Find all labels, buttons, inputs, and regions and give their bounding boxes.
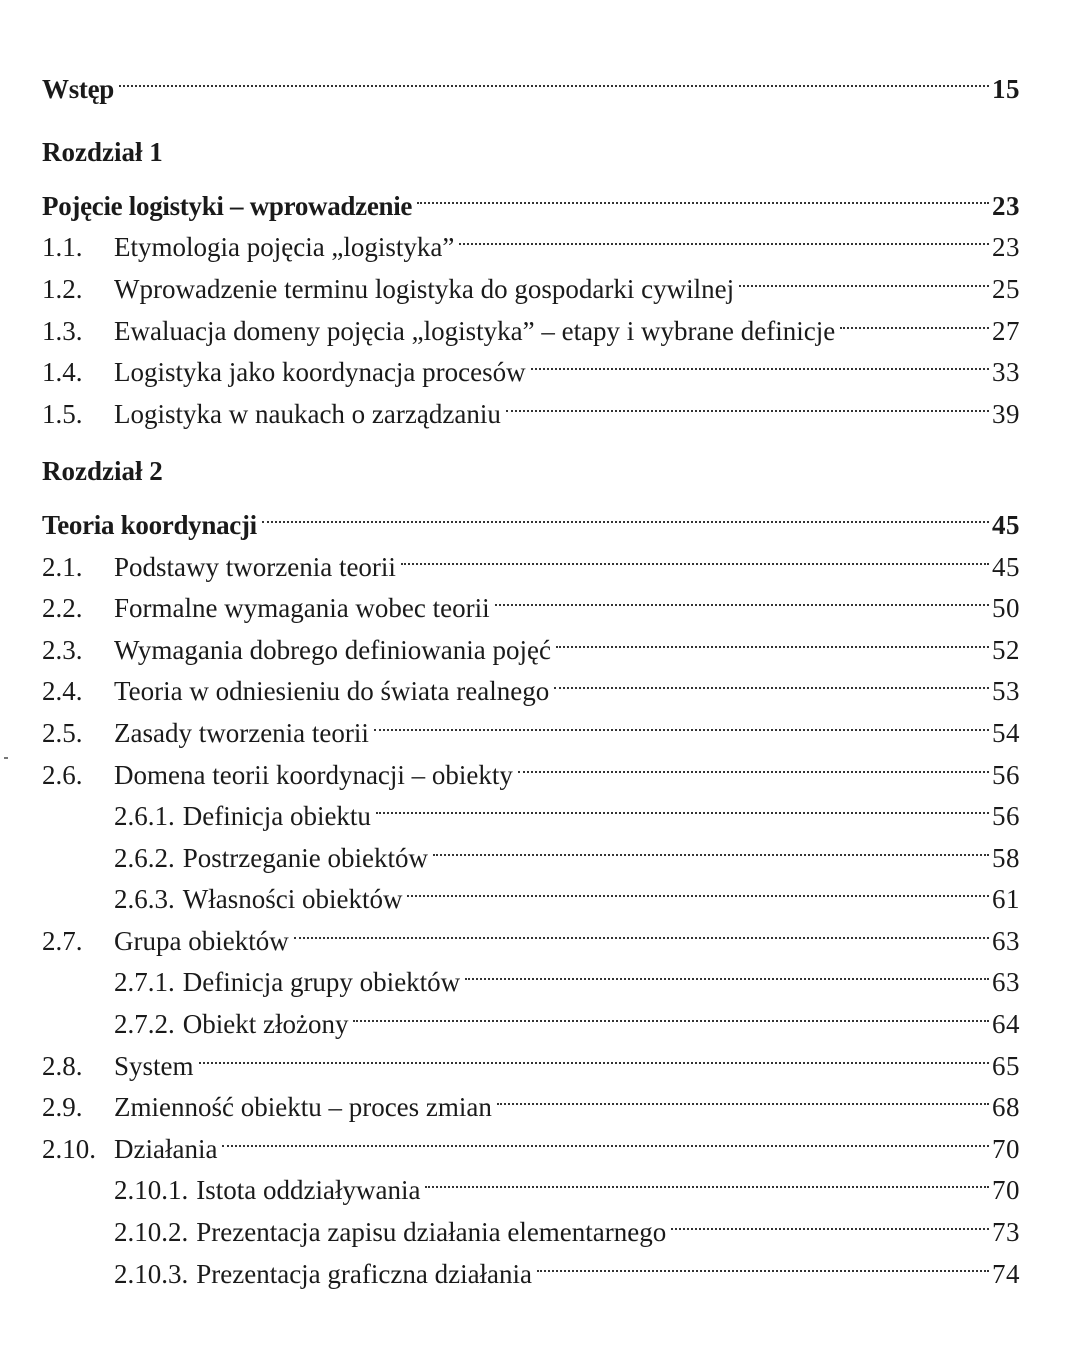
entry-title: Obiekt złożony: [182, 1009, 349, 1040]
entry-number: 2.10.: [42, 1133, 96, 1164]
entry-page: 73: [992, 1217, 1020, 1248]
leader-dots: [840, 298, 989, 340]
leader-dots: [294, 908, 989, 950]
leader-dots: [506, 381, 989, 423]
entry-page: 52: [992, 634, 1020, 665]
entry-page: 70: [992, 1133, 1020, 1164]
entry-number: 1.3.: [42, 315, 83, 346]
entry-number: 2.2.: [42, 593, 83, 624]
leader-dots: [531, 340, 989, 382]
chapter-label: Rozdział 2: [42, 455, 163, 486]
entry-title: Teoria koordynacji: [42, 509, 257, 540]
entry-page: 53: [992, 676, 1020, 707]
entry-number: 2.6.3.: [114, 884, 175, 915]
entry-page: 45: [992, 551, 1020, 582]
entry-title: System: [114, 1050, 194, 1081]
entry-title: Logistyka jako koordynacja procesów: [114, 357, 526, 388]
leader-dots: [222, 1116, 989, 1158]
leader-dots: [374, 700, 989, 742]
entry-page: 23: [992, 232, 1020, 263]
entry-title: Własności obiektów: [182, 884, 403, 915]
table-of-contents: [42, 56, 1020, 1289]
entry-title: Wymagania dobrego definiowania pojęć: [114, 634, 551, 665]
entry-title: Zasady tworzenia teorii: [114, 717, 369, 748]
entry-page: 63: [992, 967, 1020, 998]
entry-number: 2.10.2.: [114, 1217, 189, 1248]
entry-number: 2.6.1.: [114, 801, 175, 832]
leader-dots: [119, 56, 989, 98]
entry-number: 2.6.: [42, 759, 83, 790]
entry-number: 2.7.2.: [114, 1009, 175, 1040]
entry-page: 64: [992, 1009, 1020, 1040]
leader-dots: [417, 173, 989, 215]
chapter-heading[interactable]: [42, 173, 1020, 221]
entry-page: 45: [992, 509, 1020, 540]
entry-page: 56: [992, 759, 1020, 790]
entry-page: 15: [992, 73, 1020, 104]
leader-dots: [739, 256, 989, 298]
leader-dots: [376, 784, 989, 826]
entry-title: Domena teorii koordynacji – obiekty: [114, 759, 513, 790]
entry-page: 61: [992, 884, 1020, 915]
entry-page: 58: [992, 842, 1020, 873]
leader-dots: [459, 215, 989, 257]
entry-title: Logistyka w naukach o zarządzaniu: [114, 398, 501, 429]
entry-page: 56: [992, 801, 1020, 832]
entry-title: Ewaluacja domeny pojęcia „logistyka” – etapy i wybrane definicje: [114, 315, 836, 346]
entry-title: Prezentacja graficzna działania: [196, 1258, 533, 1289]
entry-title: Prezentacja zapisu działania elementarnego: [196, 1217, 667, 1248]
entry-page: 65: [992, 1050, 1020, 1081]
leader-dots: [497, 1075, 989, 1117]
toc-entry-intro[interactable]: [42, 56, 1020, 104]
leader-dots: [262, 492, 989, 534]
entry-title: Wstęp: [42, 73, 114, 104]
leader-dots: [495, 576, 989, 618]
leader-dots: [556, 617, 989, 659]
leader-dots: [199, 1033, 989, 1075]
entry-page: 54: [992, 717, 1020, 748]
entry-title: Etymologia pojęcia „logistyka”: [114, 232, 455, 263]
entry-page: 63: [992, 925, 1020, 956]
entry-number: 2.1.: [42, 551, 83, 582]
entry-title: Istota oddziaływania: [196, 1175, 421, 1206]
entry-page: 39: [992, 398, 1020, 429]
entry-title: Zmienność obiektu – proces zmian: [114, 1092, 492, 1123]
entry-number: 2.3.: [42, 634, 83, 665]
entry-title: Pojęcie logistyki – wprowadzenie: [42, 190, 413, 221]
entry-number: 2.7.: [42, 925, 83, 956]
entry-number: 2.4.: [42, 676, 83, 707]
entry-title: Działania: [114, 1133, 218, 1164]
entry-page: 27: [992, 315, 1020, 346]
entry-page: 70: [992, 1175, 1020, 1206]
entry-number: 2.10.3.: [114, 1258, 189, 1289]
leader-dots: [537, 1241, 989, 1283]
leader-dots: [671, 1199, 989, 1241]
entry-number: 2.6.2.: [114, 842, 175, 873]
entry-number: 1.1.: [42, 232, 83, 263]
entry-number: 1.5.: [42, 398, 83, 429]
entry-title: Podstawy tworzenia teorii: [114, 551, 396, 582]
entry-page: 74: [992, 1258, 1020, 1289]
entry-title: Definicja grupy obiektów: [182, 967, 461, 998]
leader-dots: [554, 659, 989, 701]
entry-number: 2.7.1.: [114, 967, 175, 998]
entry-title: Wprowadzenie terminu logistyka do gospodarki cywilnej: [114, 273, 735, 304]
leader-dots: [353, 991, 989, 1033]
chapter-heading[interactable]: [42, 492, 1020, 540]
leader-dots: [518, 742, 989, 784]
leader-dots: [433, 825, 989, 867]
entry-number: 2.9.: [42, 1092, 83, 1123]
leader-dots: [465, 950, 989, 992]
entry-title: Grupa obiektów: [114, 925, 289, 956]
entry-page: 25: [992, 273, 1020, 304]
entry-number: 2.5.: [42, 717, 83, 748]
entry-title: Teoria w odniesieniu do świata realnego: [114, 676, 550, 707]
entry-number: 2.10.1.: [114, 1175, 189, 1206]
chapter-label: Rozdział 1: [42, 136, 163, 167]
entry-page: 50: [992, 593, 1020, 624]
entry-number: 1.4.: [42, 357, 83, 388]
scan-speck: [4, 757, 8, 759]
entry-title: Definicja obiektu: [182, 801, 371, 832]
leader-dots: [401, 534, 989, 576]
entry-number: 1.2.: [42, 273, 83, 304]
entry-page: 68: [992, 1092, 1020, 1123]
entry-page: 23: [992, 190, 1020, 221]
entry-title: Postrzeganie obiektów: [182, 842, 428, 873]
entry-page: 33: [992, 357, 1020, 388]
leader-dots: [407, 867, 989, 909]
leader-dots: [425, 1158, 989, 1200]
entry-number: 2.8.: [42, 1050, 83, 1081]
entry-title: Formalne wymagania wobec teorii: [114, 593, 490, 624]
